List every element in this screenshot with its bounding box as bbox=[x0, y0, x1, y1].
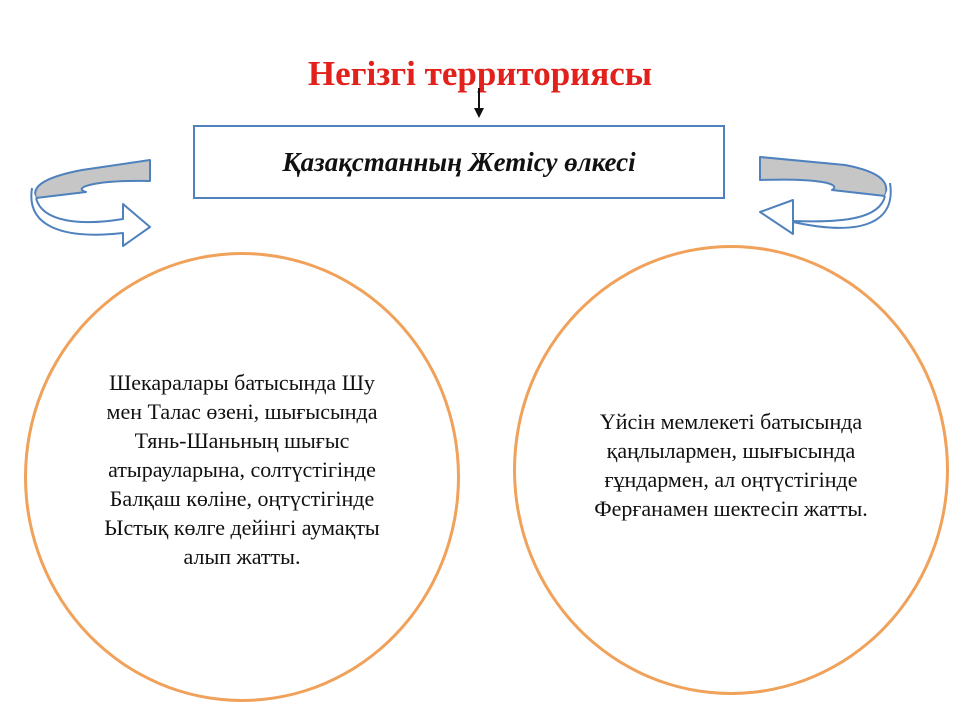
main-region-box bbox=[193, 125, 725, 199]
main-region-label: Қазақстанның Жетісу өлкесі bbox=[282, 146, 636, 177]
neighbors-description: Үйсін мемлекеті батысында қаңлылармен, шығысында ғұндармен, ал оңтүстігінде Ферғанамен шектесіп жатты. bbox=[594, 409, 868, 521]
diagram-title: Негізгі территориясы bbox=[307, 54, 653, 93]
neighbors-circle bbox=[513, 245, 949, 695]
borders-circle bbox=[24, 252, 460, 702]
borders-description: Шекаралары батысында Шу мен Талас өзені, шығысында Тянь-Шаньның шығыс атырауларына, солтүстігінде Балқаш көліне, оңтүстігінде Ыстық көлге дейінгі аумақты алып жатты. bbox=[104, 370, 380, 569]
curved-arrow-right-icon bbox=[760, 157, 891, 234]
curved-arrow-left-icon bbox=[31, 160, 150, 246]
down-arrow-icon bbox=[474, 88, 484, 118]
